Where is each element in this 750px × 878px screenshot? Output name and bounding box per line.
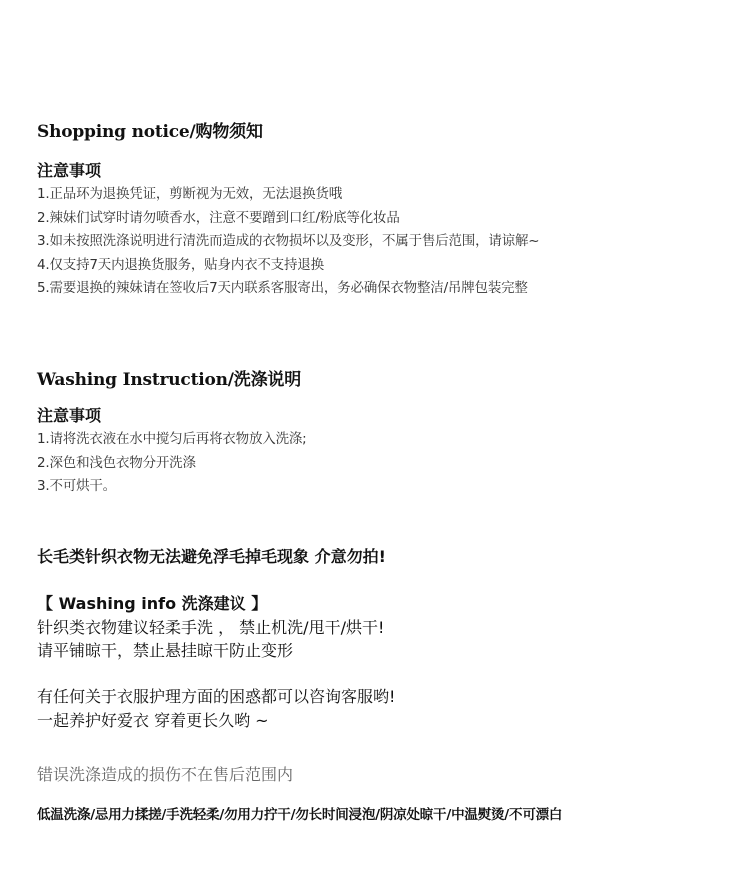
- washing-instruction-item: 1.请将洗衣液在水中搅匀后再将衣物放入洗涤;: [37, 431, 307, 447]
- washing-info-title: 【 Washing info 洗涤建议 】: [37, 594, 268, 613]
- washing-instruction-subtitle: 注意事项: [37, 406, 102, 425]
- contact-line: 一起养护好爱衣 穿着更长久哟 ~: [37, 711, 269, 730]
- shopping-notice-item: 5.需要退换的辣妹请在签收后7天内联系客服寄出，务必确保衣物整洁/吊牌包装完整: [37, 280, 528, 296]
- shopping-notice-item: 2.辣妹们试穿时请勿喷香水，注意不要蹭到口红/粉底等化妆品: [37, 210, 400, 226]
- contact-line: 有任何关于衣服护理方面的困惑都可以咨询客服哟!: [37, 687, 396, 706]
- shopping-notice-subtitle: 注意事项: [37, 161, 102, 180]
- washing-instruction-title: Washing Instruction/洗涤说明: [37, 370, 302, 390]
- shopping-notice-item: 3.如未按照洗涤说明进行清洗而造成的衣物损坏以及变形，不属于售后范围，请谅解~: [37, 233, 540, 249]
- washing-instruction-item: 2.深色和浅色衣物分开洗涤: [37, 455, 196, 471]
- washing-info-line: 针织类衣物建议轻柔手洗 ， 禁止机洗/甩干/烘干!: [37, 618, 385, 637]
- washing-instruction-item: 3.不可烘干。: [37, 478, 116, 494]
- care-summary: 低温洗涤/忌用力揉搓/手洗轻柔/勿用力拧干/勿长时间浸泡/阴凉处晾干/中温熨烫/不可漂白: [37, 807, 563, 823]
- pilling-warning: 长毛类针织衣物无法避免浮毛掉毛现象 介意勿拍!: [37, 547, 386, 566]
- shopping-notice-item: 1.正品环为退换凭证，剪断视为无效，无法退换货哦: [37, 186, 343, 202]
- after-sales-disclaimer: 错误洗涤造成的损伤不在售后范围内: [37, 765, 294, 784]
- washing-info-line: 请平铺晾干，禁止悬挂晾干防止变形: [37, 641, 294, 660]
- shopping-notice-item: 4.仅支持7天内退换货服务，贴身内衣不支持退换: [37, 257, 324, 273]
- shopping-notice-title: Shopping notice/购物须知: [37, 122, 263, 142]
